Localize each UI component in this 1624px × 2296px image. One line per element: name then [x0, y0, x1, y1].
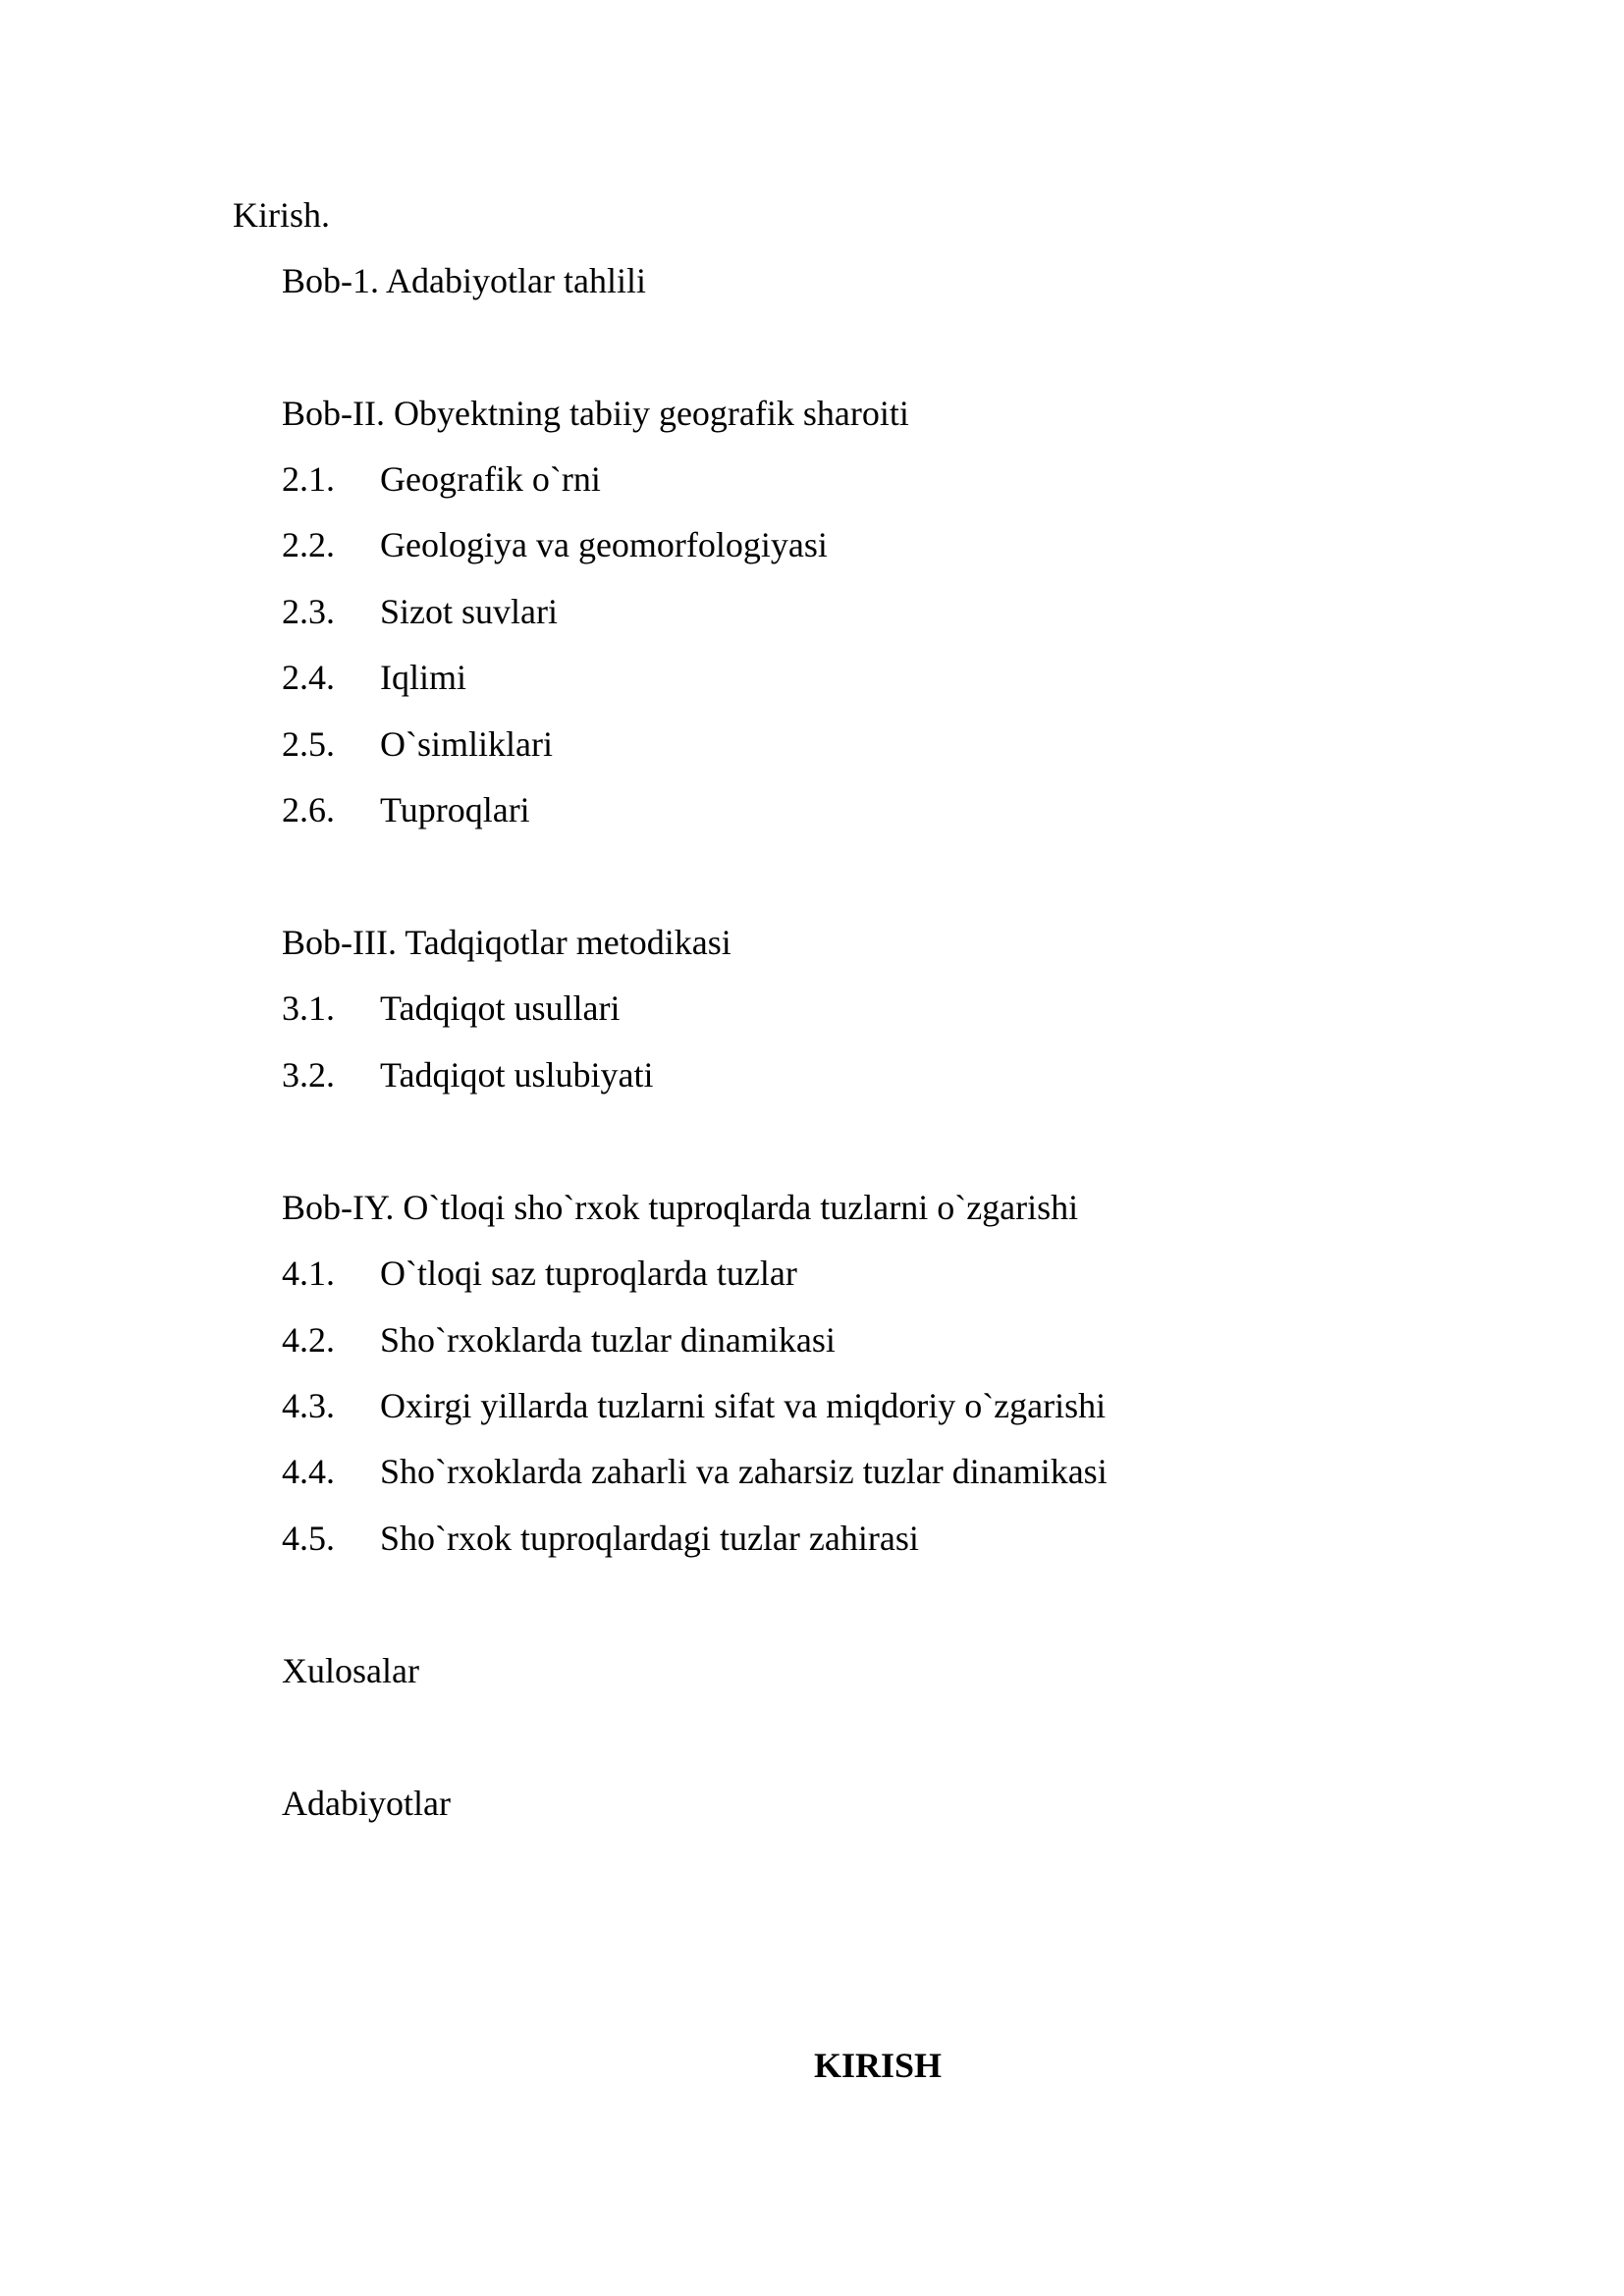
toc-references: Adabiyotlar — [282, 1784, 451, 1823]
toc-item-number: 4.2. — [282, 1320, 335, 1360]
toc-item — [282, 457, 601, 501]
toc-item-number: 2.1. — [282, 459, 335, 499]
toc-item-text: Oxirgi yillarda tuzlarni sifat va miqdoriy o`zgarishi — [380, 1386, 1107, 1425]
toc-item-text: O`tloqi saz tuproqlarda tuzlar — [380, 1254, 797, 1293]
toc-item — [282, 1384, 1106, 1427]
toc-item-text: Iqlimi — [380, 658, 466, 697]
toc-item-text: Tuproqlari — [380, 790, 530, 829]
toc-item — [282, 590, 558, 633]
section-heading: KIRISH — [813, 2046, 943, 2085]
toc-item-number: 2.5. — [282, 724, 335, 764]
toc-item — [282, 523, 828, 566]
toc-item-text: Tadqiqot uslubiyati — [380, 1055, 654, 1095]
toc-item-number: 3.1. — [282, 988, 335, 1028]
toc-item — [282, 1053, 653, 1096]
toc-item-text: Geografik o`rni — [380, 459, 601, 499]
toc-item-text: Sho`rxok tuproqlardagi tuzlar zahirasi — [380, 1519, 919, 1558]
toc-item — [282, 1517, 919, 1560]
toc-item-text: Tadqiqot usullari — [380, 988, 621, 1028]
toc-intro: Kirish. — [233, 195, 330, 235]
toc-item-text: Sho`rxoklarda zaharli va zaharsiz tuzlar dinamikasi — [380, 1452, 1108, 1491]
toc-item-number: 2.4. — [282, 658, 335, 697]
toc-chapter-1: Bob-1. Adabiyotlar tahlili — [282, 261, 646, 300]
toc-item-text: Sho`rxoklarda tuzlar dinamikasi — [380, 1320, 836, 1360]
toc-item-number: 2.3. — [282, 592, 335, 631]
toc-item — [282, 1450, 1108, 1493]
toc-item-text: Sizot suvlari — [380, 592, 558, 631]
toc-item-number: 4.5. — [282, 1519, 335, 1558]
toc-item-number: 2.6. — [282, 790, 335, 829]
toc-item-number: 4.4. — [282, 1452, 335, 1491]
toc-item-number: 2.2. — [282, 525, 335, 564]
toc-item-text: O`simliklari — [380, 724, 553, 764]
toc-chapter-4-title: Bob-IY. O`tloqi sho`rxok tuproqlarda tuzlarni o`zgarishi — [282, 1188, 1079, 1227]
toc-item-text: Geologiya va geomorfologiyasi — [380, 525, 828, 564]
toc-item — [282, 987, 620, 1030]
toc-item — [282, 1318, 836, 1362]
toc-item — [282, 722, 553, 766]
toc-item — [282, 788, 530, 831]
toc-item-number: 4.3. — [282, 1386, 335, 1425]
toc-conclusions: Xulosalar — [282, 1651, 419, 1690]
toc-chapter-2-title: Bob-II. Obyektning tabiiy geografik sharoiti — [282, 394, 909, 433]
toc-item — [282, 1252, 797, 1295]
toc-item-number: 3.2. — [282, 1055, 335, 1095]
toc-item — [282, 656, 466, 699]
toc-item-number: 4.1. — [282, 1254, 335, 1293]
toc-chapter-3-title: Bob-III. Tadqiqotlar metodikasi — [282, 923, 731, 962]
